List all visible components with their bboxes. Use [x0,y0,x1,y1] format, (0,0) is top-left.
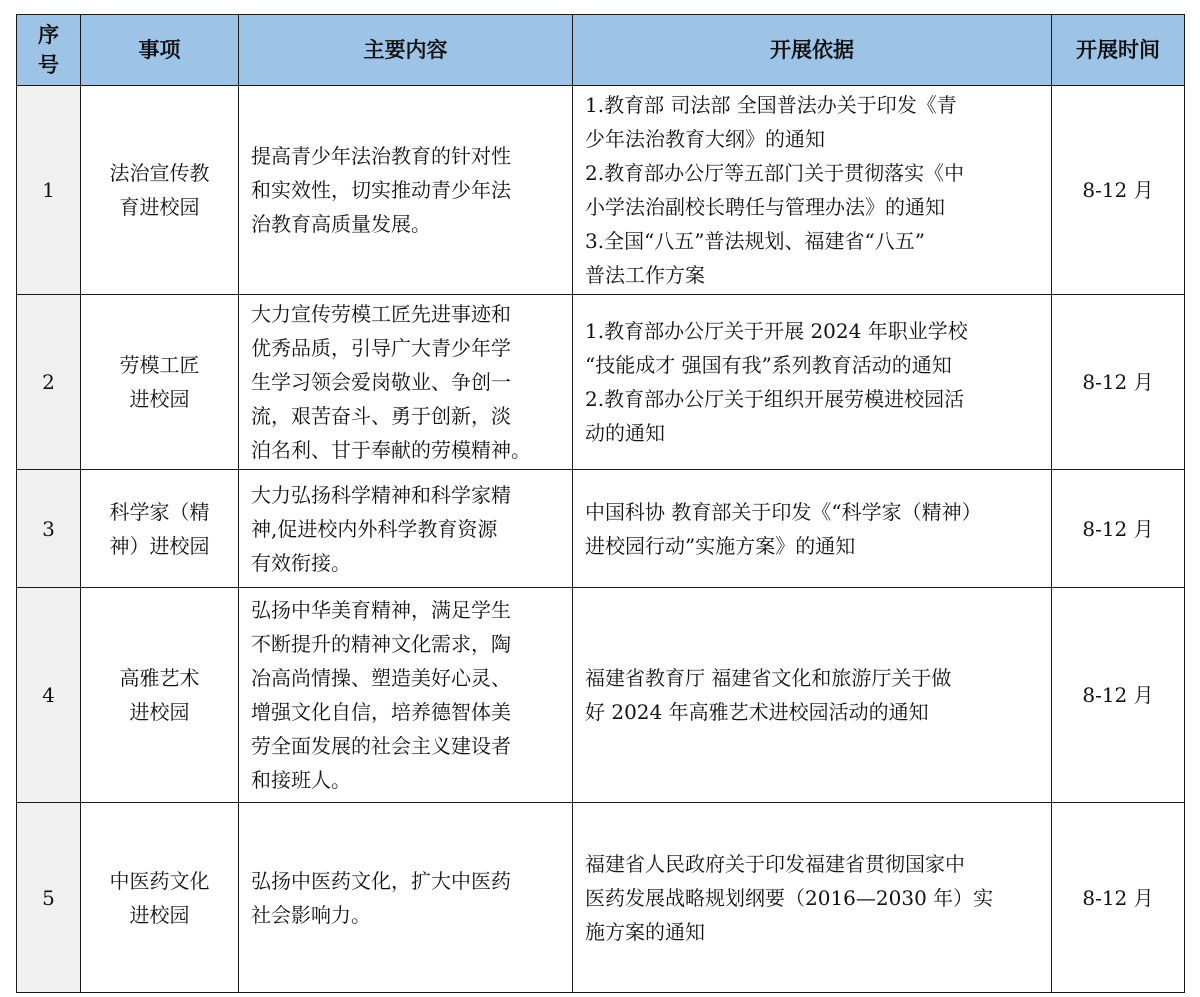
cell-no: 3 [17,470,81,588]
basis-line: 施方案的通知 [585,919,705,944]
content-line: 有效衔接。 [251,550,351,575]
cell-content [239,588,573,803]
content-line: 流，艰苦奋斗、勇于创新，淡 [251,404,511,428]
table-row [17,86,1185,295]
content-line: 弘扬中医药文化，扩大中医药 [251,868,511,893]
cell-no: 2 [17,295,81,470]
cell-time: 8-12 月 [1052,803,1185,993]
basis-line: 福建省人民政府关于印发福建省贯彻国家中 [585,851,965,876]
content-line: 治教育高质量发展。 [251,212,431,236]
cell-time: 8-12 月 [1052,86,1185,295]
basis-line: “技能成才 强国有我”系列教育活动的通知 [585,353,952,377]
header-item: 事项 [81,15,239,86]
basis-line: 福建省教育厅 福建省文化和旅游厅关于做 [585,666,952,690]
basis-line: 好 2024 年高雅艺术进校园活动的通知 [585,700,929,724]
cell-item [81,295,239,470]
cell-item [81,470,239,588]
content-line: 不断提升的精神文化需求，陶 [251,632,511,656]
basis-line: 中国科协 教育部关于印发《“科学家（精神） [585,499,982,524]
item-line: 神）进校园 [109,533,210,558]
basis-line: 普法工作方案 [585,263,705,287]
item-line: 进校园 [129,700,190,724]
basis-line: 少年法治教育大纲》的通知 [585,127,825,151]
item-line: 进校园 [129,902,190,927]
basis-line: 3.全国“八五”普法规划、福建省“八五” [585,229,925,253]
table-row [17,295,1185,470]
header-no-line1: 序 [38,23,59,47]
cell-item [81,803,239,993]
item-line: 法治宣传教 [109,161,210,185]
cell-time: 8-12 月 [1052,588,1185,803]
cell-no: 5 [17,803,81,993]
content-line: 神,促进校内外科学教育资源 [251,516,498,541]
basis-line: 动的通知 [585,421,665,445]
content-line: 增强文化自信，培养德智体美 [251,700,511,724]
content-line: 劳全面发展的社会主义建设者 [251,734,511,758]
header-no [17,15,81,86]
cell-basis [573,803,1052,993]
table-row [17,588,1185,803]
content-line: 生学习领会爱岗敬业、争创一 [251,370,511,394]
basis-line: 小学法治副校长聘任与管理办法》的通知 [585,195,945,219]
content-line: 冶高尚情操、塑造美好心灵、 [251,666,511,690]
cell-item [81,588,239,803]
header-no-line2: 号 [38,53,59,77]
cell-basis [573,588,1052,803]
content-line: 泊名利、甘于奉献的劳模精神。 [251,438,531,462]
content-line: 大力宣传劳模工匠先进事迹和 [251,302,511,326]
content-line: 弘扬中华美育精神，满足学生 [251,598,511,622]
header-content: 主要内容 [239,15,573,86]
cell-basis [573,470,1052,588]
cell-no: 4 [17,588,81,803]
cell-basis [573,86,1052,295]
content-line: 和实效性，切实推动青少年法 [251,178,511,202]
basis-line: 1.教育部办公厅关于开展 2024 年职业学校 [585,319,968,343]
basis-line: 1.教育部 司法部 全国普法办关于印发《青 [585,93,957,117]
header-basis: 开展依据 [573,15,1052,86]
cell-basis [573,295,1052,470]
activity-table-container [16,14,1184,983]
item-line: 进校园 [129,387,190,411]
basis-line: 进校园行动”实施方案》的通知 [585,533,856,558]
cell-content [239,295,573,470]
cell-content [239,470,573,588]
table-row [17,803,1185,993]
cell-content [239,803,573,993]
cell-item [81,86,239,295]
content-line: 提高青少年法治教育的针对性 [251,144,511,168]
activity-table [16,14,1185,993]
cell-time: 8-12 月 [1052,295,1185,470]
item-line: 中医药文化 [109,868,210,893]
cell-time: 8-12 月 [1052,470,1185,588]
item-line: 高雅艺术 [119,666,200,690]
content-line: 大力弘扬科学精神和科学家精 [251,482,511,507]
content-line: 社会影响力。 [251,902,371,927]
content-line: 和接班人。 [251,768,351,792]
item-line: 劳模工匠 [119,353,200,377]
header-time: 开展时间 [1052,15,1185,86]
table-header-row [17,15,1185,86]
item-line: 育进校园 [119,195,200,219]
cell-content [239,86,573,295]
item-line: 科学家（精 [109,499,210,524]
basis-line: 2.教育部办公厅关于组织开展劳模进校园活 [585,387,965,411]
cell-no: 1 [17,86,81,295]
basis-line: 医药发展战略规划纲要（2016—2030 年）实 [585,885,994,910]
table-row [17,470,1185,588]
basis-line: 2.教育部办公厅等五部门关于贯彻落实《中 [585,161,965,185]
content-line: 优秀品质，引导广大青少年学 [251,336,511,360]
